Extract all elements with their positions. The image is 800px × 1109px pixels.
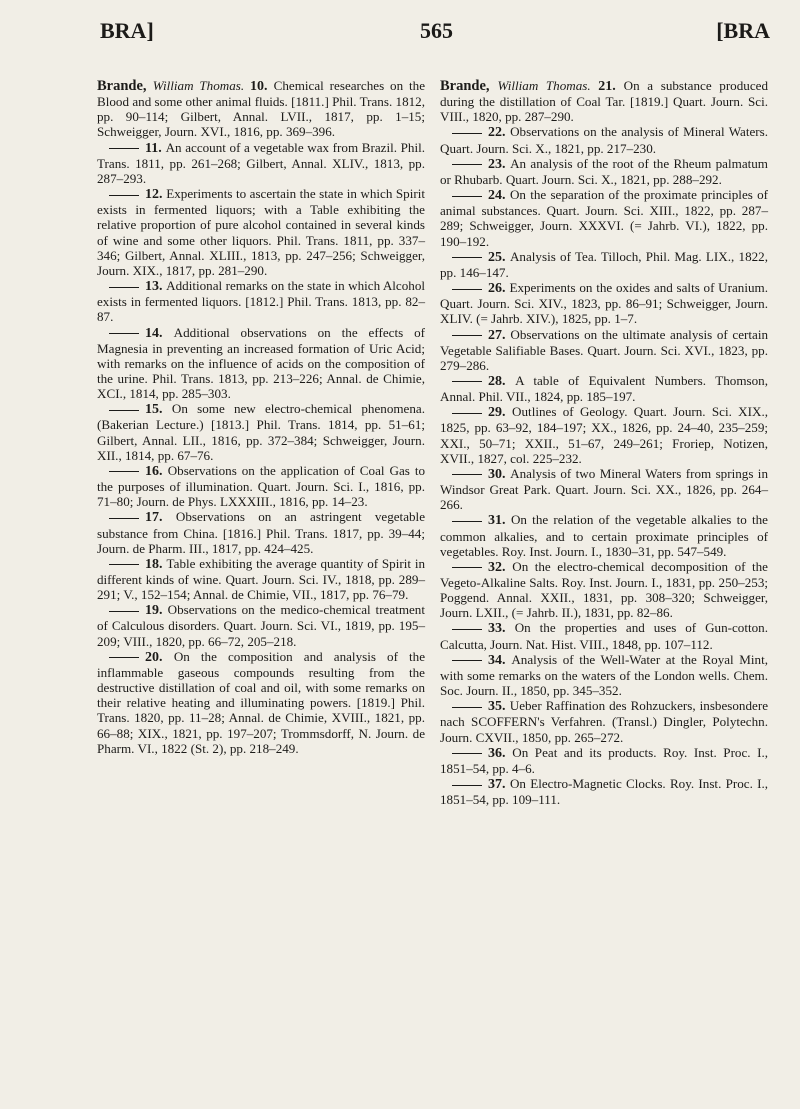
author-given-name: William Thomas. bbox=[497, 78, 599, 93]
ditto-dash bbox=[452, 629, 482, 630]
entry-number: 32. bbox=[488, 559, 513, 575]
bibliography-entry bbox=[97, 325, 425, 402]
entry-text: Additional remarks on the state in which Alcohol exists in fermented liquors. [1812.] Phil. Trans. 1813, pp. 82–87. bbox=[97, 278, 426, 325]
entry-number: 13. bbox=[145, 279, 167, 295]
entry-number: 23. bbox=[488, 156, 511, 172]
entry-text: On the separation of the proximate principles of animal substances. Quart. Journ. Sci. XIII., 1822, pp. 287–289; Schweigger, Journ. XXXVI. (= Jahrb. VI.), 1822, pp. 190–192. bbox=[440, 187, 768, 249]
entry-text: On the composition and analysis of the inflammable gaseous compounds resulting from the destructive distillation of coal and oil, with some remarks on their relative heating and illuminating powers. [1819.] Phil. Trans. 1820, pp. 11–28; Annal. de Chimie, XVIII., 1821, pp. 66–88; XIX., 1821, pp. 197–207; Trommsdorff, N. Journ. de Pharm. VI., 1822 (St. 2), pp. 218–249. bbox=[97, 648, 426, 756]
running-header bbox=[100, 18, 770, 50]
bibliography-entry bbox=[440, 280, 768, 326]
entry-text: Observations on the ultimate analysis of certain Vegetable Salifiable Bases. Quart. Journ. Sci. XVI., 1823, pp. 279–286. bbox=[440, 326, 768, 373]
ditto-dash bbox=[109, 611, 139, 612]
entry-text: On the relation of the vegetable alkalies to the common alkalies, and to certain proximate principles of vegetables. Roy. Inst. Journ. I., 1830–31, pp. 547–549. bbox=[440, 512, 768, 559]
bibliography-entry bbox=[440, 620, 768, 651]
entry-number: 20. bbox=[145, 649, 174, 665]
entry-number: 26. bbox=[488, 281, 510, 297]
bibliography-entry bbox=[97, 78, 425, 140]
entry-number: 17. bbox=[145, 510, 176, 526]
ditto-dash bbox=[452, 133, 482, 134]
entry-text: On some new electro-chemical phenomena. (Bakerian Lecture.) [1813.] Phil. Trans. 1814, pp. 51–61; Gilbert, Annal. LII., 1816, pp. 372–384; Schweigger, Journ. XII., 1814, pp. 67–76. bbox=[97, 401, 425, 463]
entry-number: 25. bbox=[488, 249, 510, 265]
entry-text: Outlines of Geology. Quart. Journ. Sci. XIX., 1825, pp. 63–92, 184–197; XX., 1826, pp. 24–40, 235–259; XXI., 50–71; XXII., 51–67, 249–261; Froriep, Notizen, XVII., 1827, col. 225–232. bbox=[440, 404, 769, 466]
ditto-dash bbox=[452, 289, 482, 290]
author-surname: Brande, bbox=[440, 78, 498, 94]
entry-text: Ueber Raffination des Rohzuckers, insbesondere nach SCOFFERN's Verfahren. (Transl.) Dingler, Polytechn. Journ. CXVII., 1850, pp. 265–272. bbox=[440, 698, 769, 745]
entry-text: On Electro-Magnetic Clocks. Roy. Inst. Proc. I., 1851–54, pp. 109–111. bbox=[440, 776, 769, 808]
ditto-dash bbox=[109, 518, 139, 519]
bibliography-entry bbox=[97, 509, 425, 555]
author-surname: Brande, bbox=[97, 78, 153, 94]
bibliography-entry bbox=[440, 466, 768, 512]
bibliography-entry bbox=[440, 187, 768, 249]
entry-text: On the electro-chemical decomposition of the Vegeto-Alkaline Salts. Roy. Inst. Journ. I., 1831, pp. 250–253; Poggend. Annal. XXII., 1831, pp. 308–320; Schweigger, Journ. LXII., (= Jahrb. II.), 1831, pp. 82–86. bbox=[440, 558, 768, 621]
entry-text: An account of a vegetable wax from Brazil. Phil. Trans. 1811, pp. 261–268; Gilbert, Annal. XLIV., 1813, pp. 287–293. bbox=[97, 139, 425, 186]
bibliography-entry bbox=[440, 652, 768, 698]
ditto-dash bbox=[452, 257, 482, 258]
bibliography-entry bbox=[440, 249, 768, 280]
bibliography-entry bbox=[440, 404, 768, 466]
entry-text: Experiments on the oxides and salts of Uranium. Quart. Journ. Sci. XIV., 1823, pp. 86–91; Schweigger, Journ. XLIV. (= Jahrb. XIV.), 1825, pp. 1–7. bbox=[440, 280, 768, 327]
bibliography-entry bbox=[97, 463, 425, 509]
ditto-dash bbox=[452, 521, 482, 522]
entry-number: 29. bbox=[488, 405, 513, 421]
bibliography-entry bbox=[440, 512, 768, 558]
bibliography-entry bbox=[440, 745, 768, 776]
entry-text: An analysis of the root of the Rheum palmatum or Rhubarb. Quart. Journ. Sci. X., 1821, pp. 288–292. bbox=[440, 155, 768, 187]
bibliography-entry bbox=[440, 776, 768, 807]
entry-number: 18. bbox=[145, 556, 167, 572]
bibliography-entry bbox=[440, 559, 768, 621]
bibliography-entry bbox=[97, 278, 425, 324]
ditto-dash bbox=[109, 410, 139, 411]
entry-text: Experiments to ascertain the state in which Spirit exists in fermented liquors; with a Table exhibiting the relative proportion of pure alcohol contained in several kinds of wine and some other liquors. Phil. Trans. 1811, pp. 337–346; Gilbert, Annal. XLIII., 1813, pp. 247–256; Schweigger, Journ. XIX., 1817, pp. 281–290. bbox=[97, 186, 425, 278]
bibliography-entry bbox=[97, 556, 425, 602]
entry-number: 31. bbox=[488, 513, 511, 529]
entry-number: 15. bbox=[145, 402, 172, 418]
ditto-dash bbox=[452, 707, 482, 708]
entry-number: 19. bbox=[145, 603, 168, 619]
entry-number: 12. bbox=[145, 187, 167, 203]
entry-number: 33. bbox=[488, 621, 515, 637]
bibliography-entry bbox=[440, 78, 768, 124]
ditto-dash bbox=[109, 195, 139, 196]
entry-number: 34. bbox=[488, 652, 512, 668]
entry-number: 30. bbox=[488, 466, 511, 482]
bibliography-entry bbox=[440, 327, 768, 373]
ditto-dash bbox=[452, 196, 482, 197]
entry-number: 36. bbox=[488, 745, 513, 761]
ditto-dash bbox=[452, 164, 482, 165]
entry-text: Analysis of Tea. Tilloch, Phil. Mag. LIX., 1822, pp. 146–147. bbox=[440, 248, 768, 280]
entry-number: 11. bbox=[145, 140, 166, 156]
ditto-dash bbox=[109, 471, 139, 472]
entry-text: On the properties and uses of Gun-cotton. Calcutta, Journ. Nat. Hist. VIII., 1848, pp. 107–112. bbox=[440, 620, 769, 652]
ditto-dash bbox=[109, 148, 139, 149]
entry-number: 14. bbox=[145, 325, 174, 341]
ditto-dash bbox=[109, 287, 139, 288]
entry-text: Observations on the application of Coal Gas to the purposes of illumination. Quart. Journ. Sci. I., 1816, pp. 71–80; Journ. de Phys. LXXXIII., 1816, pp. 14–23. bbox=[97, 462, 425, 510]
bibliography-entry bbox=[440, 373, 768, 404]
entry-number: 28. bbox=[488, 373, 516, 389]
entry-text: Observations on the medico-chemical treatment of Calculous disorders. Quart. Journ. Sci. VI., 1819, pp. 195–209; VIII., 1820, pp. 66–72, 205–218. bbox=[97, 602, 425, 649]
bibliography-entry bbox=[97, 602, 425, 648]
page-number: 565 bbox=[420, 18, 453, 43]
entry-text: On Peat and its products. Roy. Inst. Proc. I., 1851–54, pp. 4–6. bbox=[440, 744, 769, 776]
author-given-name: William Thomas. bbox=[152, 78, 251, 93]
bibliography-entry bbox=[440, 698, 768, 744]
ditto-dash bbox=[452, 753, 482, 754]
bibliography-entry bbox=[440, 124, 768, 155]
entry-text: On a substance produced during the distillation of Coal Tar. [1819.] Quart. Journ. Sci. VIII., 1820, pp. 287–290. bbox=[440, 78, 768, 125]
header-right: [BRA bbox=[716, 18, 770, 43]
ditto-dash bbox=[452, 335, 482, 336]
bibliography-entry bbox=[97, 401, 425, 463]
entry-number: 22. bbox=[488, 125, 511, 141]
ditto-dash bbox=[452, 474, 482, 475]
bibliography-entry bbox=[97, 140, 425, 186]
ditto-dash bbox=[109, 333, 139, 334]
bibliography-entry bbox=[440, 156, 768, 187]
ditto-dash bbox=[452, 381, 482, 382]
bibliography-entry bbox=[97, 649, 425, 756]
ditto-dash bbox=[109, 564, 139, 565]
header-left: BRA] bbox=[100, 18, 154, 43]
ditto-dash bbox=[452, 660, 482, 661]
ditto-dash bbox=[452, 413, 482, 414]
entry-text: Analysis of two Mineral Waters from springs in Windsor Great Park. Quart. Journ. Sci. XX., 1826, pp. 264–266. bbox=[440, 465, 768, 513]
ditto-dash bbox=[452, 785, 482, 786]
entry-text: Analysis of the Well-Water at the Royal Mint, with some remarks on the waters of the London wells. Chem. Soc. Journ. II., 1850, pp. 345–352. bbox=[440, 651, 769, 699]
entry-text: A table of Equivalent Numbers. Thomson, Annal. Phil. VII., 1824, pp. 185–197. bbox=[440, 372, 768, 405]
right-column bbox=[440, 78, 768, 807]
ditto-dash bbox=[109, 657, 139, 658]
entry-text: Observations on an astringent vegetable substance from China. [1816.] Phil. Trans. 1817, pp. 39–44; Journ. de Pharm. III., 1817, pp. 424–425. bbox=[97, 509, 426, 556]
entry-number: 27. bbox=[488, 327, 511, 343]
entry-number: 24. bbox=[488, 188, 510, 204]
left-column bbox=[97, 78, 425, 756]
entry-number: 21. bbox=[598, 79, 624, 94]
entry-number: 35. bbox=[488, 699, 510, 715]
entry-text: Chemical researches on the Blood and some other animal fluids. [1811.] Phil. Trans. 1812, pp. 90–114; Gilbert, Annal. LVII., 1817, pp. 1–15; Schweigger, Journ. XVI., 1816, pp. 369–396. bbox=[97, 78, 426, 140]
entry-number: 16. bbox=[145, 463, 168, 479]
entry-number: 37. bbox=[488, 777, 510, 793]
entry-number: 10. bbox=[250, 79, 274, 94]
ditto-dash bbox=[452, 567, 482, 568]
entry-text: Observations on the analysis of Mineral Waters. Quart. Journ. Sci. X., 1821, pp. 217–230. bbox=[440, 124, 769, 156]
entry-text: Table exhibiting the average quantity of Spirit in different kinds of wine. Quart. Journ. Sci. IV., 1818, pp. 289–291; V., 152–154; Annal. de Chimie, VII., 1817, pp. 76–79. bbox=[97, 555, 426, 603]
bibliography-entry bbox=[97, 186, 425, 278]
entry-text: Additional observations on the effects of Magnesia in preventing an increased formation of Uric Acid; with remarks on the influence of acids on the composition of the urine. Phil. Trans. 1813, pp. 213–226; Annal. de Chimie, XCI., 1814, pp. 285–303. bbox=[97, 324, 425, 402]
